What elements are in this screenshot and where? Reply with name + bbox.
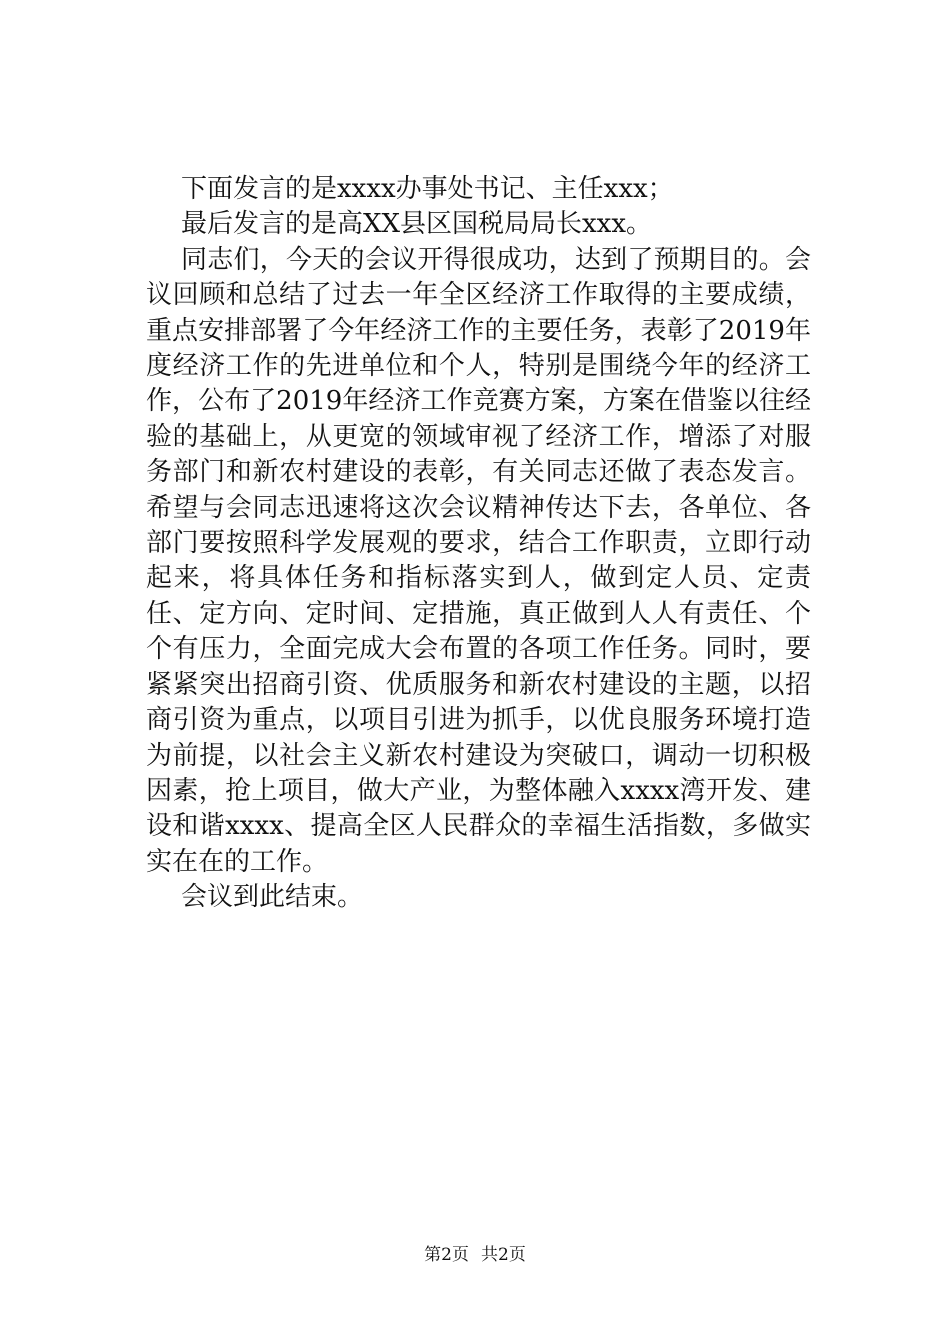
page-number: 第2页: [424, 1245, 469, 1265]
paragraph-speaker-1: 下面发言的是xxxx办事处书记、主任xxx；: [181, 174, 674, 204]
document-body: [146, 172, 811, 916]
page-total: 共2页: [481, 1245, 526, 1265]
page-footer: [0, 1243, 950, 1267]
paragraph-closing: 会议到此结束。: [181, 882, 364, 913]
paragraph-speaker-2: 最后发言的是高XX县区国税局局长xxx。: [181, 209, 653, 240]
paragraph-summary: 同志们，今天的会议开得很成功，达到了预期目的。会议回顾和总结了过去一年全区经济工作取得的主要成绩，重点安排部署了今年经济工作的主要任务，表彰了2019年度经济工作的先进单位和个人，特别是围绕今年的经济工作，公布了2019年经济工作竞赛方案，方案在借鉴以往经验的基础上，从更宽的领域审视了经济工作，增添了对服务部门和新农村建设的表彰，有关同志还做了表态发言。希望与会同志迅速将这次会议精神传达下去，各单位、各部门要按照科学发展观的要求，结合工作职责，立即行动起来，将具体任务和指标落实到人，做到定人员、定责任、定方向、定时间、定措施，真正做到人人有责任、个个有压力，全面完成大会布置的各项工作任务。同时，要紧紧突出招商引资、优质服务和新农村建设的主题，以招商引资为重点，以项目引进为抓手，以优良服务环境打造为前提，以社会主义新农村建设为突破口，调动一切积极因素，抢上项目，做大产业，为整体融入xxxx湾开发、建设和谐xxxx、提高全区人民群众的幸福生活指数，多做实实在在的工作。: [146, 244, 811, 877]
